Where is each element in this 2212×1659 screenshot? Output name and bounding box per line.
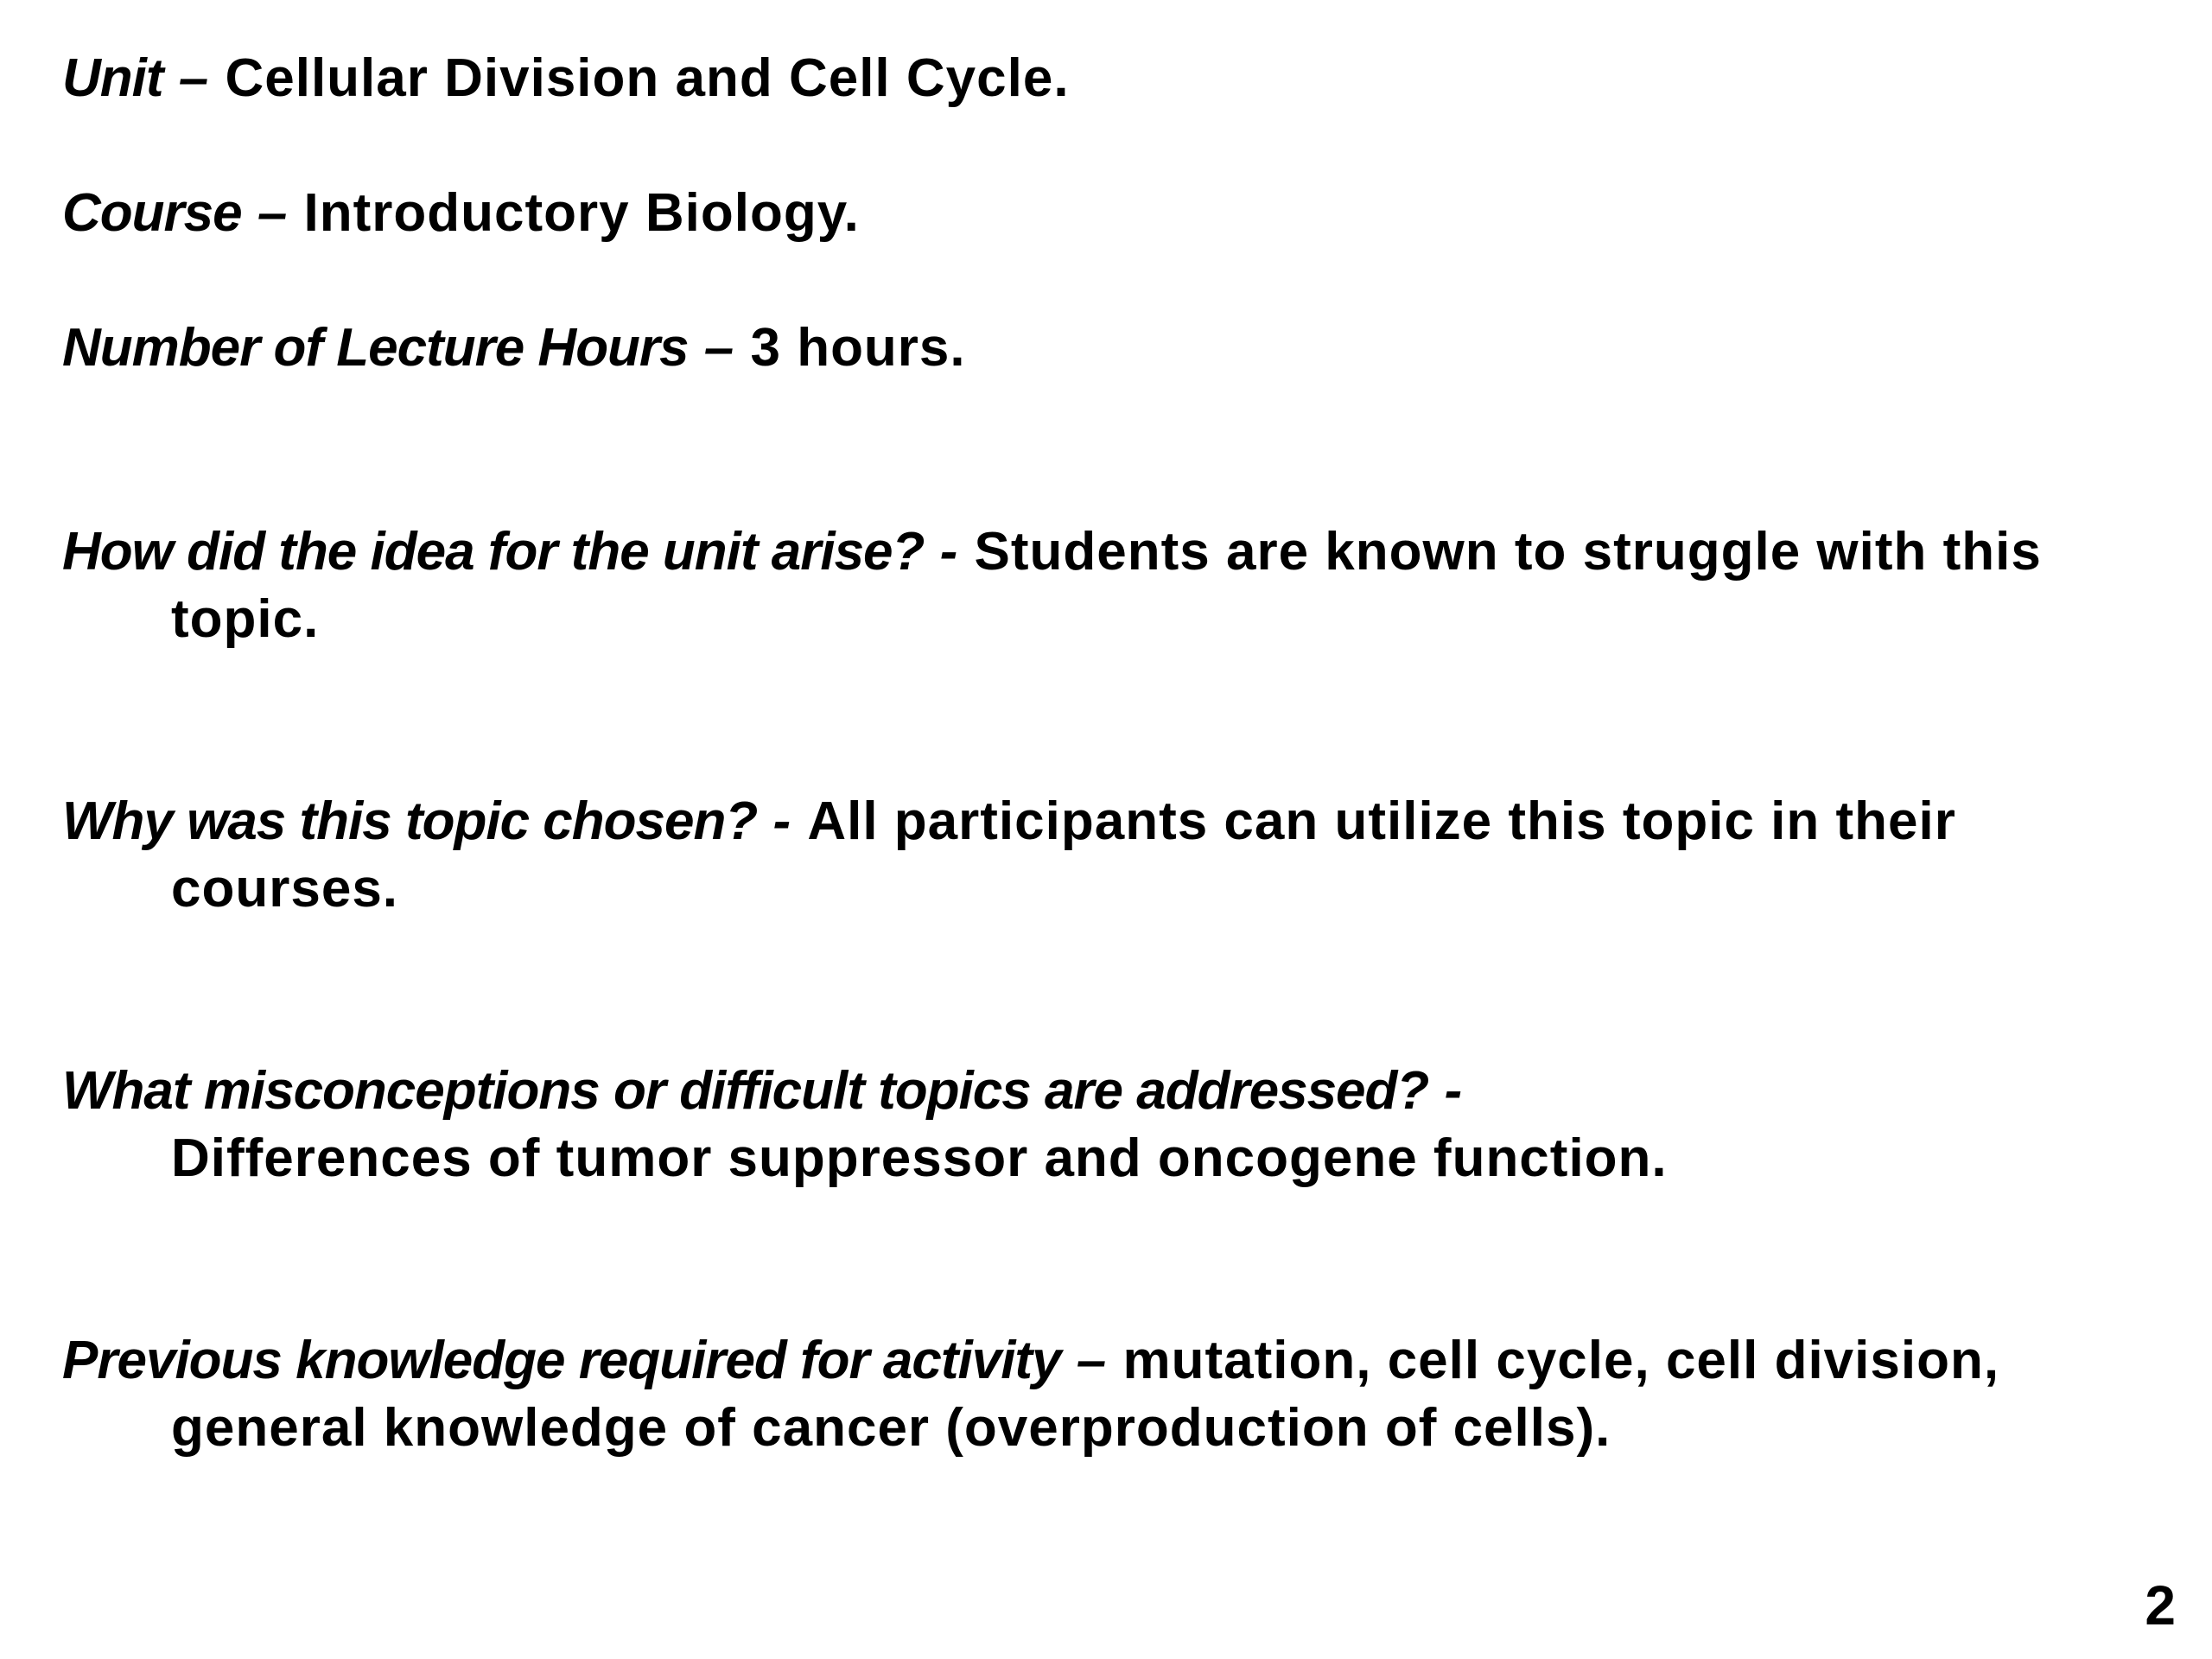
idea-origin-entry [62, 518, 2171, 653]
page-number: 2 [2145, 1574, 2176, 1637]
idea-origin-separator: - [924, 522, 975, 582]
course-label: Course [62, 183, 242, 243]
unit-label: Unit [62, 48, 163, 108]
topic-choice-separator: - [757, 791, 808, 851]
misconceptions-label: What misconceptions or difficult topics are addressed? [62, 1061, 1429, 1121]
lecture-hours-separator: – [688, 318, 751, 378]
topic-choice-entry [62, 788, 2171, 923]
idea-origin-value: Students are known to struggle with this topic. [171, 522, 2042, 649]
course-entry [62, 180, 2171, 247]
lecture-hours-value: 3 hours. [750, 318, 966, 378]
unit-value: Cellular Division and Cell Cycle. [225, 48, 1070, 108]
misconceptions-separator: - [1428, 1061, 1464, 1121]
previous-knowledge-entry [62, 1327, 2171, 1462]
unit-separator: – [162, 48, 226, 108]
misconceptions-value: Differences of tumor suppressor and oncogene function. [171, 1128, 1668, 1188]
course-value: Introductory Biology. [303, 183, 860, 243]
previous-knowledge-value: mutation, cell cycle, cell division, general knowledge of cancer (overproduction of cells). [171, 1331, 2000, 1458]
topic-choice-label: Why was this topic chosen? [62, 791, 758, 851]
idea-origin-label: How did the idea for the unit arise? [62, 522, 925, 582]
lecture-hours-entry [62, 315, 2171, 382]
previous-knowledge-label: Previous knowledge required for activity [62, 1331, 1061, 1390]
unit-entry [62, 45, 2171, 112]
misconceptions-entry [62, 1058, 2171, 1192]
lecture-hours-label: Number of Lecture Hours [62, 318, 689, 378]
previous-knowledge-separator: – [1060, 1331, 1123, 1390]
course-separator: – [241, 183, 304, 243]
topic-choice-value: All participants can utilize this topic in their courses. [171, 791, 1956, 918]
